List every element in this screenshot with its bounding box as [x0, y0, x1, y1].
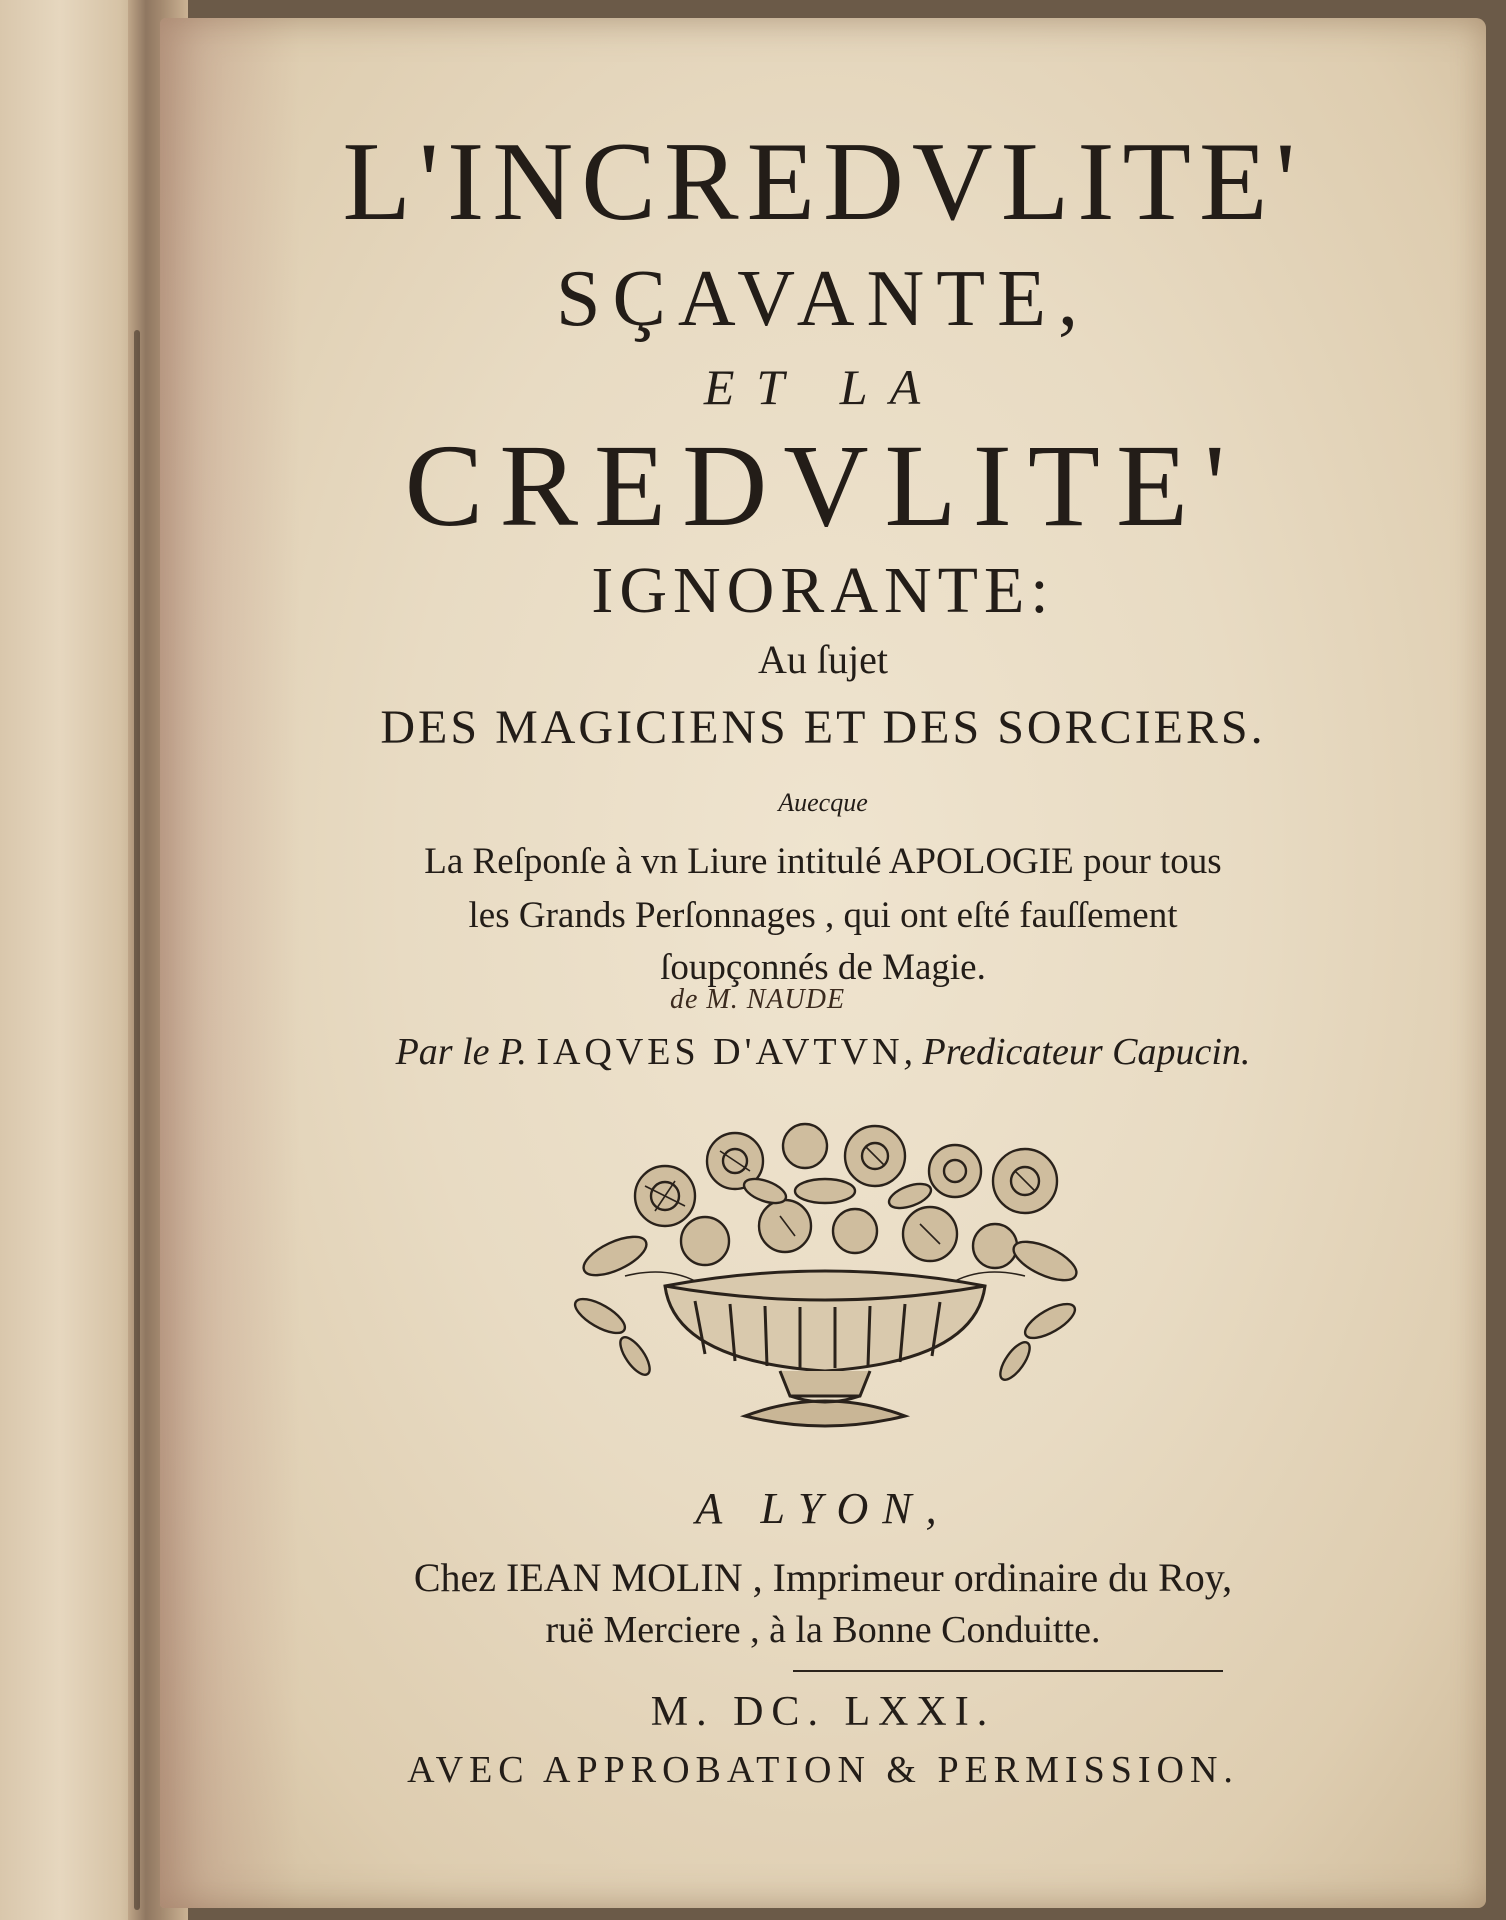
approbation-line: AVEC APPROBATION & PERMISSION.: [407, 1749, 1239, 1791]
title-page: [160, 18, 1486, 1908]
title-line-2: SÇAVANTE,: [555, 255, 1091, 343]
author-line: [160, 1030, 1486, 1074]
avecque-line: Auecque: [778, 788, 868, 817]
title-line-5: IGNORANTE:: [591, 554, 1055, 627]
title-line-1: L'INCREDVLITE': [342, 120, 1304, 244]
imprint-place: A LYON,: [695, 1484, 951, 1533]
response-line-2: les Grands Perſonnages , qui ont eſté fauſſement: [468, 895, 1178, 936]
subject-line: DES MAGICIENS ET DES SORCIERS.: [380, 701, 1266, 754]
response-line-1: La Reſponſe à vn Liure intitulé APOLOGIE pour tous: [424, 841, 1222, 882]
horizontal-rule: [793, 1670, 1223, 1672]
flower-basket-woodcut-icon: [545, 1116, 1105, 1446]
subtitle: Au ſujet: [758, 637, 888, 682]
author-prefix: Par le P.: [395, 1031, 527, 1073]
binding-shadow: [134, 330, 140, 1910]
manuscript-note: de M. NAUDE: [670, 984, 846, 1015]
printer-line-2: ruë Merciere , à la Bonne Conduitte.: [545, 1609, 1101, 1651]
printer-line-1: Chez IEAN MOLIN , Imprimeur ordinaire du Roy,: [413, 1555, 1233, 1600]
date-line: M. DC. LXXI.: [650, 1689, 996, 1735]
author-title: , Predicateur Capucin.: [903, 1031, 1251, 1073]
response-line-3: ſoupçonnés de Magie.: [660, 947, 986, 988]
title-line-4: CREDVLITE': [404, 420, 1242, 551]
author-name: IAQVES D'AVTVN: [536, 1031, 904, 1073]
title-line-3: ET LA: [703, 359, 943, 415]
